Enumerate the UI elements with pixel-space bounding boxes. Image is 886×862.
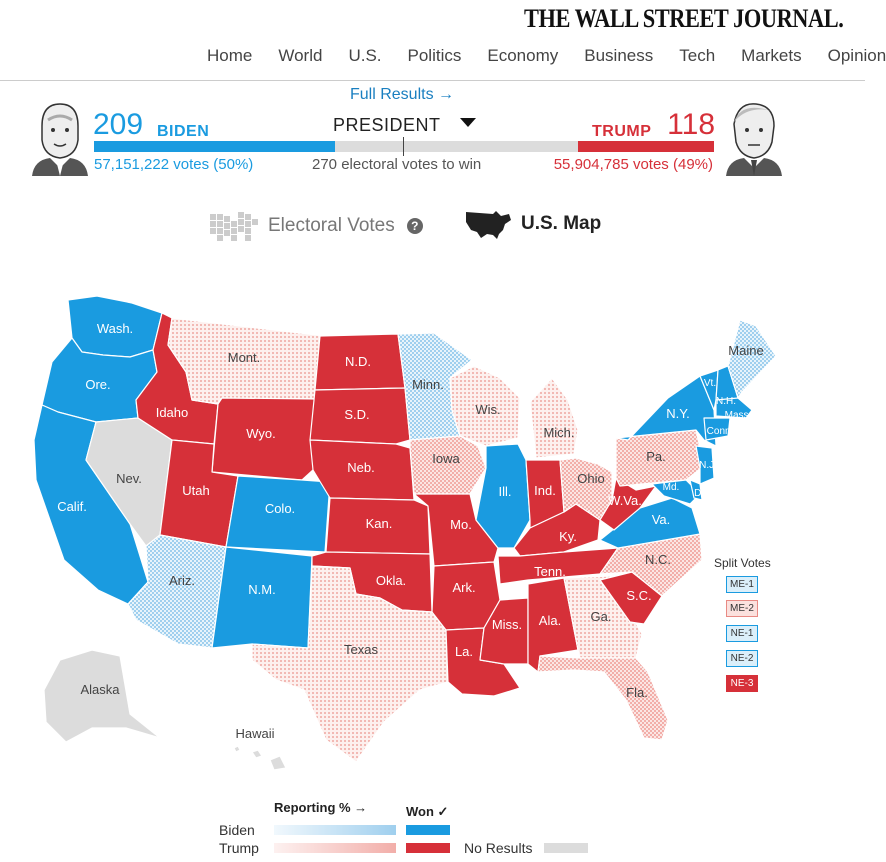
map-label-hi: Hawaii [235, 726, 275, 741]
map-label-in: Ind. [534, 483, 556, 498]
votes-to-win: 270 electoral votes to win [312, 156, 482, 173]
map-label-ut: Utah [182, 483, 210, 498]
map-label-wy: Wyo. [246, 426, 276, 441]
map-label-ms: Miss. [491, 617, 523, 632]
map-label-al: Ala. [538, 613, 562, 628]
map-label-la: La. [454, 644, 474, 659]
legend-trump-reporting-scale [274, 843, 396, 853]
legend-trump-label: Trump [219, 840, 259, 856]
state-fl[interactable] [538, 656, 668, 740]
nav-item-home[interactable]: Home [207, 46, 253, 65]
trump-portrait [724, 96, 784, 176]
map-label-tn: Tenn. [534, 564, 566, 579]
race-selector[interactable]: PRESIDENT [333, 115, 441, 135]
us-election-map [0, 280, 865, 780]
map-label-mo: Mo. [450, 517, 472, 532]
map-label-nm: N.M. [248, 582, 276, 597]
map-label-nv: Nev. [116, 471, 142, 486]
biden-popular-votes: 57,151,222 votes (50%) [94, 156, 254, 173]
full-results-link[interactable]: Full Results → [350, 86, 455, 103]
trump-popular-votes: 55,904,785 votes (49%) [553, 156, 713, 173]
biden-portrait [30, 96, 90, 176]
map-label-id: Idaho [155, 405, 189, 420]
split-vote-ne1[interactable]: NE-1 [726, 625, 758, 642]
main-nav [207, 46, 886, 66]
nav-item-politics[interactable]: Politics [407, 46, 462, 65]
legend-won-header: Won ✓ [406, 804, 449, 819]
state-hi-3[interactable] [270, 756, 286, 770]
win-threshold-marker [403, 137, 404, 156]
map-label-nd: N.D. [345, 354, 371, 369]
nav-item-us[interactable]: U.S. [348, 46, 382, 65]
split-votes-title: Split Votes [714, 556, 771, 570]
nav-item-world[interactable]: World [278, 46, 323, 65]
map-label-il: Ill. [498, 484, 512, 499]
split-vote-ne3[interactable]: NE-3 [726, 675, 758, 692]
us-map-toggle[interactable] [463, 208, 601, 240]
map-label-mi: Mich. [543, 425, 575, 440]
nav-item-business[interactable]: Business [584, 46, 654, 65]
legend-reporting-header: Reporting % → [274, 800, 368, 815]
caret-down-icon[interactable] [460, 118, 476, 127]
map-label-ia: Iowa [432, 451, 460, 466]
us-map-label: U.S. Map [521, 213, 602, 234]
map-label-nj: N.J. [699, 460, 717, 471]
help-icon[interactable]: ? [407, 218, 423, 234]
state-mi[interactable] [530, 378, 578, 458]
state-hi[interactable] [234, 746, 240, 752]
map-label-tx: Texas [344, 642, 378, 657]
map-label-az: Ariz. [169, 573, 195, 588]
legend-biden-label: Biden [219, 822, 255, 838]
biden-electoral-count: 209 [93, 108, 144, 141]
map-label-co: Colo. [264, 501, 296, 516]
map-label-ok: Okla. [375, 573, 407, 588]
electoral-progress-bar [94, 141, 714, 152]
trump-name: TRUMP [592, 123, 652, 140]
map-label-ne: Neb. [347, 460, 375, 475]
state-az[interactable] [128, 535, 226, 648]
legend-biden-won [406, 825, 450, 835]
map-label-nh: N.H. [716, 396, 736, 407]
legend-no-results-label: No Results [464, 840, 533, 856]
map-label-sc: S.C. [626, 588, 652, 603]
map-label-va: Va. [651, 512, 671, 527]
map-label-nc: N.C. [645, 552, 671, 567]
nav-item-economy[interactable]: Economy [487, 46, 559, 65]
map-label-wv: W.Va. [608, 493, 642, 508]
legend-biden-reporting-scale [274, 825, 396, 835]
split-vote-me2[interactable]: ME-2 [726, 600, 758, 617]
nav-item-opinion[interactable]: Opinion [827, 46, 886, 65]
electoral-votes-toggle[interactable] [208, 208, 423, 244]
split-vote-ne2[interactable]: NE-2 [726, 650, 758, 667]
map-label-ny: N.Y. [666, 406, 690, 421]
legend-trump-won [406, 843, 450, 853]
map-label-wa: Wash. [96, 321, 134, 336]
map-label-mt: Mont. [227, 350, 261, 365]
map-label-mn: Minn. [412, 377, 444, 392]
biden-name: BIDEN [157, 123, 210, 140]
map-label-vt: Vt. [703, 378, 717, 389]
map-label-ga: Ga. [590, 609, 612, 624]
trump-progress-fill [578, 141, 714, 152]
wsj-logo[interactable]: THE WALL STREET JOURNAL. [523, 4, 843, 33]
map-label-ca: Calif. [57, 499, 87, 514]
map-label-ma: Mass. [724, 410, 752, 421]
nav-item-markets[interactable]: Markets [741, 46, 802, 65]
biden-progress-fill [94, 141, 335, 152]
map-label-me: Maine [728, 343, 764, 358]
map-label-md: Md. [662, 482, 680, 493]
map-label-ky: Ky. [559, 529, 577, 544]
map-label-ar: Ark. [452, 580, 476, 595]
map-label-ak: Alaska [80, 682, 120, 697]
nav-item-tech[interactable]: Tech [679, 46, 716, 65]
map-label-pa: Pa. [646, 449, 666, 464]
map-label-or: Ore. [85, 377, 111, 392]
split-vote-me1[interactable]: ME-1 [726, 576, 758, 593]
map-label-ct: Conn. [706, 426, 734, 437]
map-label-ks: Kan. [365, 516, 393, 531]
map-legend [210, 800, 630, 860]
us-map-icon [463, 208, 513, 240]
electoral-votes-label: Electoral Votes [268, 215, 395, 236]
state-me[interactable] [728, 320, 776, 398]
masthead [0, 0, 886, 81]
trump-electoral-count: 118 [667, 108, 715, 141]
map-label-fl: Fla. [626, 685, 648, 700]
state-nm[interactable] [212, 547, 312, 648]
map-label-wi: Wis. [475, 402, 501, 417]
state-hi-2[interactable] [252, 750, 262, 758]
map-label-sd: S.D. [344, 407, 370, 422]
electoral-grid-icon [208, 208, 260, 244]
map-label-oh: Ohio [577, 471, 605, 486]
legend-no-results-swatch [544, 843, 588, 853]
map-label-de: Del. [694, 488, 712, 499]
